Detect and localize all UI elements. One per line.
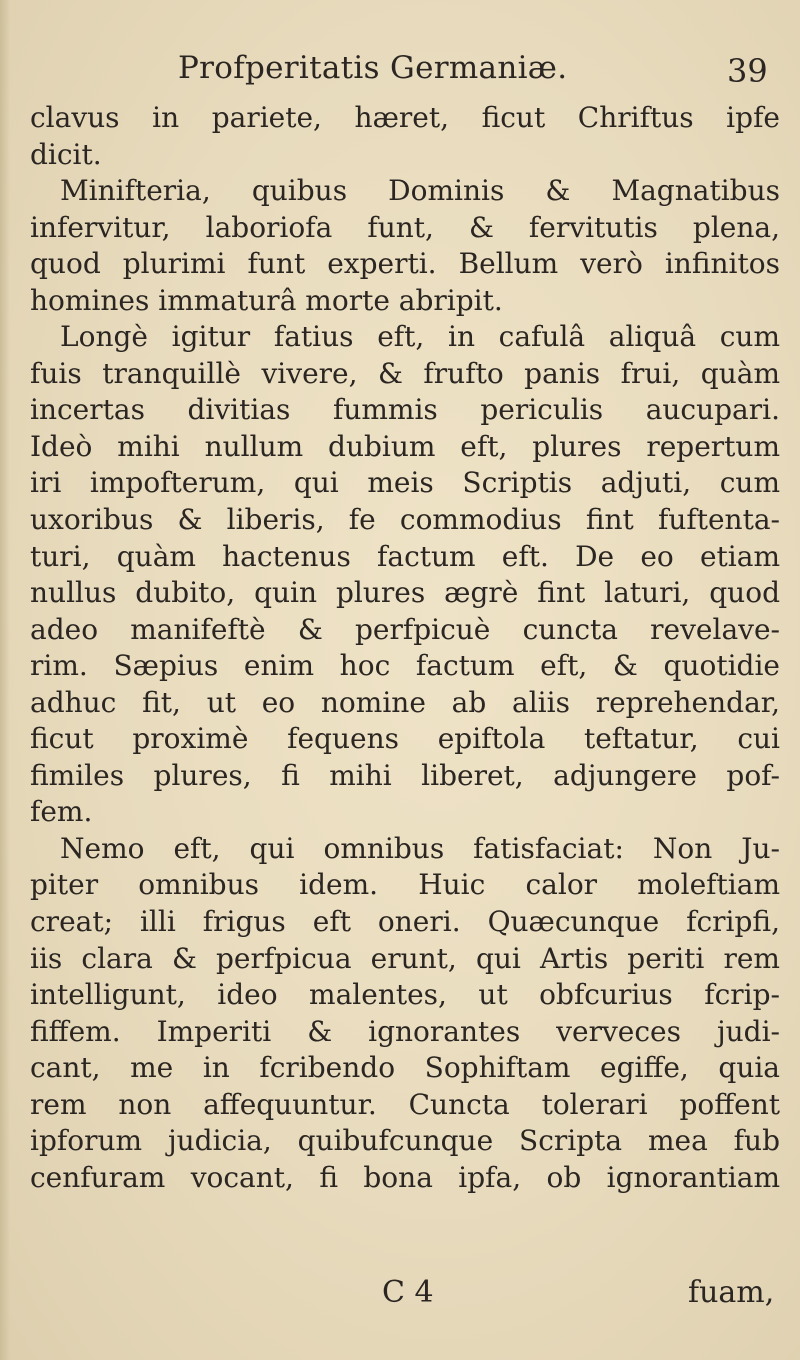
text-line: adhuc fit, ut eo nomine ab aliis reprehendar,	[30, 685, 780, 719]
text-line: Minifteria, quibus Dominis & Magnatibus	[60, 174, 780, 208]
text-line: cenfuram vocant, fi bona ipfa, ob ignorantiam	[30, 1160, 780, 1194]
text-line: uxoribus & liberis, fe commodius fint fuftenta-	[30, 503, 780, 537]
page-number: 39	[727, 52, 768, 90]
text-line: dicit.	[30, 137, 102, 171]
text-line: piter omnibus idem. Huic calor moleftiam	[30, 868, 780, 902]
text-line: adeo manifeftè & perfpicuè cuncta revelave-	[30, 612, 780, 646]
page-footer	[0, 1275, 800, 1315]
text-line: ficut proximè fequens epiftola teftatur, cui	[30, 722, 780, 756]
body-text	[30, 100, 780, 1196]
text-line: infervitur, laboriofa funt, & fervitutis plena,	[30, 210, 780, 244]
text-line: creat; illi frigus eft oneri. Quæcunque fcripfi,	[30, 905, 780, 939]
text-line: Longè igitur fatius eft, in cafulâ aliquâ cum	[60, 320, 780, 354]
text-line: rem non affequuntur. Cuncta tolerari poffent	[30, 1087, 780, 1121]
text-line: nullus dubito, quin plures ægrè fint laturi, quod	[30, 576, 780, 610]
text-line: homines immaturâ morte abripit.	[30, 283, 503, 317]
text-line: rim. Sæpius enim hoc factum eft, & quotidie	[30, 649, 780, 683]
page-gutter-shadow	[0, 0, 10, 1360]
text-line: iis clara & perfpicua erunt, qui Artis periti rem	[30, 941, 780, 975]
text-line: fem.	[30, 795, 93, 829]
page-header	[0, 40, 800, 100]
text-line: ipforum judicia, quibufcunque Scripta mea fub	[30, 1124, 780, 1158]
text-line: Ideò mihi nullum dubium eft, plures repertum	[30, 429, 780, 463]
text-line: fiffem. Imperiti & ignorantes verveces judi-	[30, 1014, 780, 1048]
text-line: iri impofterum, qui meis Scriptis adjuti, cum	[30, 466, 780, 500]
text-line: cant, me in fcribendo Sophiftam egiffe, quia	[30, 1051, 780, 1085]
text-line: clavus in pariete, hæret, ficut Chriftus ipfe	[30, 101, 780, 134]
signature-mark: C 4	[382, 1275, 434, 1310]
text-line: quod plurimi funt experti. Bellum verò infinitos	[30, 247, 780, 281]
catchword: fuam,	[688, 1275, 775, 1310]
text-line: incertas divitias fummis periculis aucupari.	[30, 393, 780, 427]
text-line: turi, quàm hactenus factum eft. De eo etiam	[30, 539, 780, 573]
running-head: Profperitatis Germaniæ.	[178, 50, 568, 86]
text-line: Nemo eft, qui omnibus fatisfaciat: Non Ju-	[60, 831, 780, 865]
text-line: fuis tranquillè vivere, & frufto panis frui, quàm	[30, 356, 780, 390]
text-line: intelligunt, ideo malentes, ut obfcurius fcrip-	[30, 978, 780, 1012]
text-line: fimiles plures, fi mihi liberet, adjungere pof-	[30, 758, 780, 792]
